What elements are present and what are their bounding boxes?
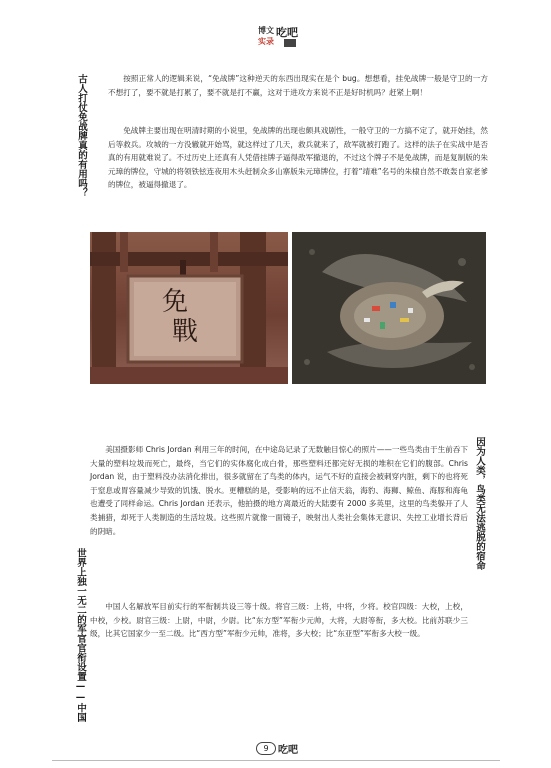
section2-paragraph1: 美国摄影师 Chris Jordan 利用三年的时间，在中途岛记录了无数触目惊心的照片——一些鸟类由于生前吞下大量的塑料垃圾而死亡，最终，当它们的实体腐化成白骨，那些塑料还都完好无损的堆积在它们的腹部。Chris Jordan 说，由于塑料没办法消化排出，很多就留在了鸟类的体内，运气不好的直接会被刺穿内脏，剩下的也将死于窒息或胃容量减少导致的饥饿、脱水。更糟糕的是，受影响的远不止信天翁，海豹、海狮、鲸鱼、海豚和海龟也遭受了同样命运。Chris Jordan 还表示，他拍摄的地方离最近的大陆要有 2000 多英里，这里的鸟类躲开了人类捕猎，却死于人类制造的生活垃圾。这些照片就像一面镜子，映射出人类社会集体无意识、失控工业增长背后的阴暗。 bbox=[90, 445, 468, 536]
logo-line1: 博文 bbox=[258, 26, 274, 35]
logo-bar bbox=[284, 39, 296, 47]
mianzhan-sign-illustration bbox=[90, 232, 288, 384]
sign-character-top: 免 bbox=[162, 287, 189, 317]
section1-paragraph2: 免战牌主要出现在明清时期的小说里，免战牌的出现也颇具戏剧性，一般守卫的一方搞不定了，就开始挂，然后等救兵。攻城的一方没辙就开始骂，就这样过了几天，救兵就来了，敌军就被打跑了。这样的法子在实战中是否真的有用就难说了。不过历史上还真有人凭借挂牌子逼得敌军撤退的，不过这个牌子不是免战牌，而是复制版的朱元璋的牌位，守城的将领铁铉连夜用木头赶制众多山寨版朱元璋牌位，打着“靖难”名号的朱棣自然不敢轰自家老爹的牌位，被逼得撤退了。 bbox=[108, 126, 488, 190]
page-number: 9 bbox=[256, 742, 276, 755]
logo-line2: 实录 bbox=[258, 37, 274, 46]
header-logo bbox=[258, 24, 298, 54]
section-title-mianzhanpai: 古人打仗免战牌真的有用吗？ bbox=[76, 74, 87, 198]
albatross-illustration bbox=[292, 232, 486, 384]
footer-divider bbox=[52, 760, 500, 761]
sign-character-bottom: 戰 bbox=[172, 317, 199, 347]
albatross-plastic-photo bbox=[292, 232, 486, 384]
mianzhan-sign-photo bbox=[90, 232, 288, 384]
logo-brand: 吃吧 bbox=[276, 26, 298, 39]
section1-paragraph1: 按照正常人的逻辑来说，“免战牌”这种逆天的东西出现实在是个 bug。想想看，挂免战牌一般是守卫的一方不想打了，要不就是打累了，要不就是打不赢，这对于进攻方来说不正是好时机吗？赶紧上啊！ bbox=[108, 74, 488, 97]
section-title-birds: 因为人类，鸟类无法逃脱的宿命 bbox=[474, 437, 485, 570]
section3-paragraph1: 中国人名解放军目前实行的军衔制共设三等十级。将官三级：上将，中将，少将。校官四级：大校，上校，中校，少校。尉官三级：上尉，中尉，少尉。比“东方型”军衔少元帅，大将，大尉等衔，多大校。比前苏联少三级，比其它国家少一至二级。比“西方型”军衔少元帅，准将，多大校；比“东亚型”军衔多大校一级。 bbox=[90, 602, 468, 639]
section-title-military-ranks: 世界上独一无二的军官官衔设置——中国 bbox=[75, 548, 86, 722]
footer-brand: 吃吧 bbox=[278, 745, 298, 756]
